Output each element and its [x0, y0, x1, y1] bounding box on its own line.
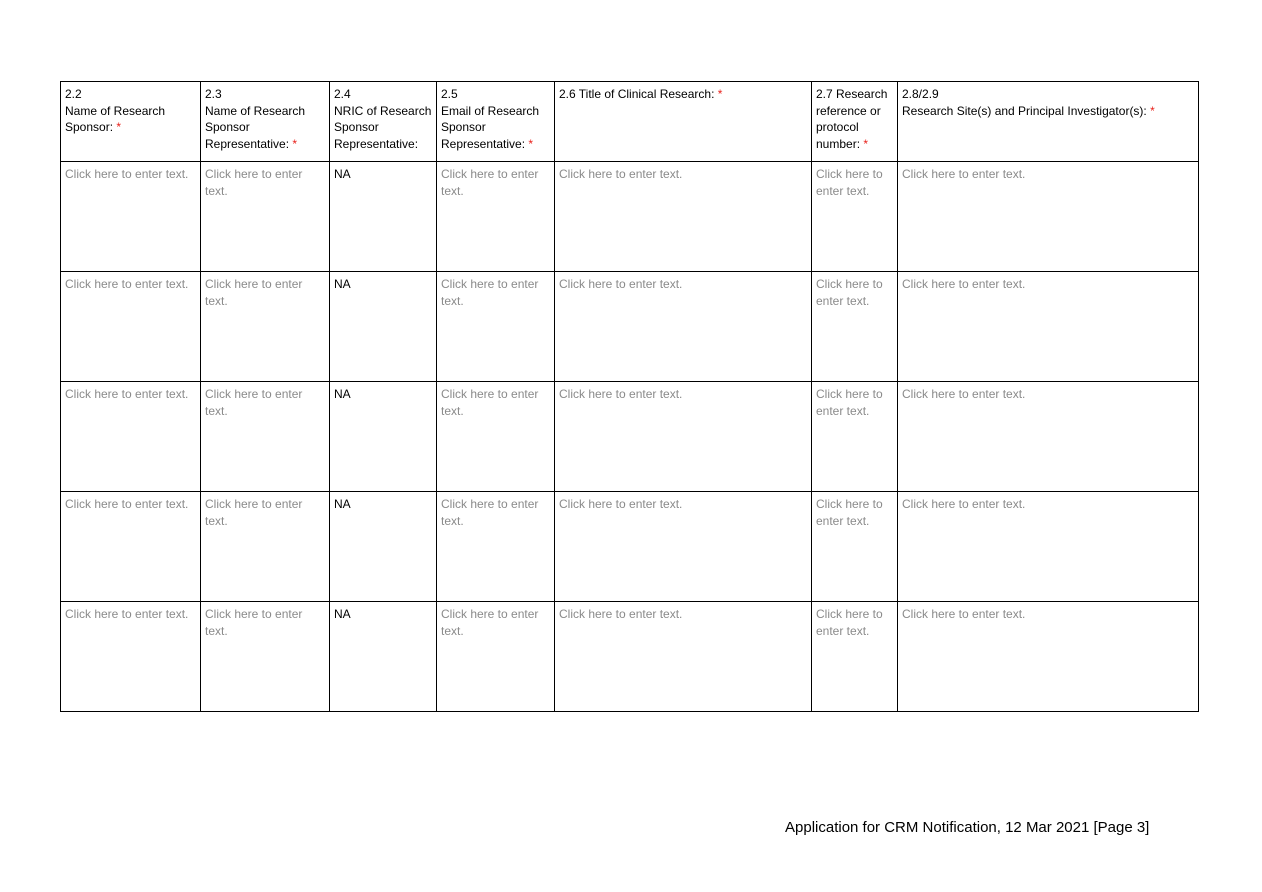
sponsor-representative-nric-field	[330, 272, 437, 382]
text-entry-placeholder[interactable]: Click here to enter text.	[441, 387, 539, 418]
text-entry-placeholder[interactable]: Click here to enter text.	[816, 277, 883, 308]
header-label-line	[205, 119, 325, 136]
header-label-text: Representative:	[205, 136, 290, 151]
research-sponsor-name-field[interactable]	[61, 492, 201, 602]
research-sites-investigators-field[interactable]	[898, 272, 1199, 382]
research-sponsor-name-field[interactable]	[61, 602, 201, 712]
sponsor-representative-nric-field	[330, 382, 437, 492]
header-label-text: reference or	[816, 103, 881, 118]
header-research-sponsor-name	[61, 82, 201, 162]
required-marker: *	[717, 87, 723, 101]
table-body	[61, 162, 1199, 712]
clinical-research-title-field[interactable]	[555, 382, 812, 492]
required-marker: *	[863, 136, 869, 151]
header-label-line	[559, 86, 807, 103]
sponsor-representative-name-field[interactable]	[201, 492, 330, 602]
text-entry-placeholder[interactable]: Click here to enter text.	[816, 607, 883, 638]
header-label-text: Representative:	[334, 136, 419, 151]
header-clinical-research-title	[555, 82, 812, 162]
cell-value: NA	[334, 607, 351, 621]
sponsor-representative-email-field[interactable]	[437, 492, 555, 602]
sponsor-representative-nric-field	[330, 162, 437, 272]
sponsor-representative-email-field[interactable]	[437, 602, 555, 712]
header-protocol-number	[812, 82, 898, 162]
header-label-line	[816, 136, 893, 153]
text-entry-placeholder[interactable]: Click here to enter text.	[902, 167, 1026, 181]
cell-value: NA	[334, 167, 351, 181]
text-entry-placeholder[interactable]: Click here to enter text.	[65, 387, 189, 401]
header-section-number: 2.2	[65, 87, 82, 101]
header-label-text: Email of Research	[441, 103, 540, 118]
header-sponsor-representative-name	[201, 82, 330, 162]
header-label-text: Sponsor	[205, 120, 250, 134]
text-entry-placeholder[interactable]: Click here to enter text.	[205, 607, 303, 638]
protocol-number-field[interactable]	[812, 162, 898, 272]
header-label-line	[334, 136, 432, 153]
text-entry-placeholder[interactable]: Click here to enter text.	[559, 167, 683, 181]
header-label-text: Representative:	[441, 136, 526, 151]
text-entry-placeholder[interactable]: Click here to enter text.	[559, 277, 683, 291]
header-label-line	[441, 103, 550, 120]
clinical-research-title-field[interactable]	[555, 162, 812, 272]
header-label-line	[441, 136, 550, 153]
text-entry-placeholder[interactable]: Click here to enter text.	[441, 167, 539, 198]
text-entry-placeholder[interactable]: Click here to enter text.	[902, 607, 1026, 621]
clinical-research-title-field[interactable]	[555, 602, 812, 712]
cell-value: NA	[334, 497, 351, 511]
text-entry-placeholder[interactable]: Click here to enter text.	[816, 497, 883, 528]
header-research-sites-investigators	[898, 82, 1199, 162]
cell-value: NA	[334, 277, 351, 291]
required-marker: *	[116, 120, 122, 134]
protocol-number-field[interactable]	[812, 602, 898, 712]
text-entry-placeholder[interactable]: Click here to enter text.	[816, 167, 883, 198]
table-row	[61, 602, 1199, 712]
header-label-line	[816, 103, 893, 120]
research-sponsor-name-field[interactable]	[61, 272, 201, 382]
header-label-line	[65, 103, 196, 120]
header-label-text: 2.6 Title of Clinical Research:	[559, 87, 715, 101]
sponsor-representative-nric-field	[330, 602, 437, 712]
header-label-line	[205, 136, 325, 153]
text-entry-placeholder[interactable]: Click here to enter text.	[205, 167, 303, 198]
text-entry-placeholder[interactable]: Click here to enter text.	[441, 607, 539, 638]
text-entry-placeholder[interactable]: Click here to enter text.	[205, 497, 303, 528]
header-label-text: number:	[816, 136, 861, 151]
sponsor-representative-email-field[interactable]	[437, 382, 555, 492]
research-sites-investigators-field[interactable]	[898, 162, 1199, 272]
required-marker: *	[528, 136, 534, 151]
table-row	[61, 162, 1199, 272]
text-entry-placeholder[interactable]: Click here to enter text.	[902, 277, 1026, 291]
research-sites-investigators-field[interactable]	[898, 602, 1199, 712]
text-entry-placeholder[interactable]: Click here to enter text.	[559, 497, 683, 511]
text-entry-placeholder[interactable]: Click here to enter text.	[902, 387, 1026, 401]
text-entry-placeholder[interactable]: Click here to enter text.	[902, 497, 1026, 511]
header-label-text: Sponsor:	[65, 120, 114, 134]
header-label-line	[205, 103, 325, 120]
header-section-number: 2.5	[441, 87, 458, 101]
header-label-text: 2.7 Research	[816, 87, 888, 101]
header-sponsor-representative-email	[437, 82, 555, 162]
research-sites-investigators-field[interactable]	[898, 382, 1199, 492]
text-entry-placeholder[interactable]: Click here to enter text.	[441, 277, 539, 308]
header-label-text: Research Site(s) and Principal Investigator(s):	[902, 103, 1147, 118]
research-sponsor-name-field[interactable]	[61, 382, 201, 492]
table-row	[61, 382, 1199, 492]
sponsor-representative-name-field[interactable]	[201, 602, 330, 712]
sponsor-representative-name-field[interactable]	[201, 382, 330, 492]
sponsor-representative-email-field[interactable]	[437, 162, 555, 272]
header-section-number: 2.8/2.9	[902, 87, 939, 101]
header-label-line	[334, 103, 432, 120]
table-row	[61, 492, 1199, 602]
required-marker: *	[1150, 103, 1155, 118]
text-entry-placeholder[interactable]: Click here to enter text.	[559, 387, 683, 401]
header-label-text: Name of Research	[205, 103, 306, 118]
text-entry-placeholder[interactable]: Click here to enter text.	[559, 607, 683, 621]
header-label-line	[902, 103, 1194, 120]
sponsor-representative-email-field[interactable]	[437, 272, 555, 382]
header-label-line	[65, 119, 196, 136]
protocol-number-field[interactable]	[812, 272, 898, 382]
cell-value: NA	[334, 387, 351, 401]
header-section-number: 2.4	[334, 87, 351, 101]
page-footer: Application for CRM Notification, 12 Mar 2021 [Page 3]	[785, 819, 1150, 836]
header-label-line	[441, 119, 550, 136]
text-entry-placeholder[interactable]: Click here to enter text.	[205, 387, 303, 418]
table-header	[61, 82, 1199, 162]
clinical-research-title-field[interactable]	[555, 492, 812, 602]
text-entry-placeholder[interactable]: Click here to enter text.	[65, 497, 189, 511]
text-entry-placeholder[interactable]: Click here to enter text.	[816, 387, 883, 418]
sponsor-details-table	[60, 81, 1199, 712]
text-entry-placeholder[interactable]: Click here to enter text.	[65, 167, 189, 181]
research-sponsor-name-field[interactable]	[61, 162, 201, 272]
table-row	[61, 272, 1199, 382]
sponsor-representative-nric-field	[330, 492, 437, 602]
header-label-text: protocol	[816, 120, 859, 134]
header-label-text: Sponsor	[334, 120, 379, 134]
clinical-research-title-field[interactable]	[555, 272, 812, 382]
protocol-number-field[interactable]	[812, 492, 898, 602]
text-entry-placeholder[interactable]: Click here to enter text.	[65, 607, 189, 621]
text-entry-placeholder[interactable]: Click here to enter text.	[205, 277, 303, 308]
text-entry-placeholder[interactable]: Click here to enter text.	[441, 497, 539, 528]
header-section-number: 2.3	[205, 87, 222, 101]
header-label-line	[816, 86, 893, 103]
sponsor-representative-name-field[interactable]	[201, 272, 330, 382]
header-sponsor-representative-nric	[330, 82, 437, 162]
header-label-line	[334, 119, 432, 136]
required-marker: *	[292, 136, 298, 151]
header-label-text: Name of Research	[65, 103, 166, 118]
protocol-number-field[interactable]	[812, 382, 898, 492]
header-label-text: NRIC of Research	[334, 103, 432, 118]
header-row	[61, 82, 1199, 162]
sponsor-representative-name-field[interactable]	[201, 162, 330, 272]
header-label-text: Sponsor	[441, 120, 486, 134]
text-entry-placeholder[interactable]: Click here to enter text.	[65, 277, 189, 291]
research-sites-investigators-field[interactable]	[898, 492, 1199, 602]
header-label-line	[816, 119, 893, 136]
